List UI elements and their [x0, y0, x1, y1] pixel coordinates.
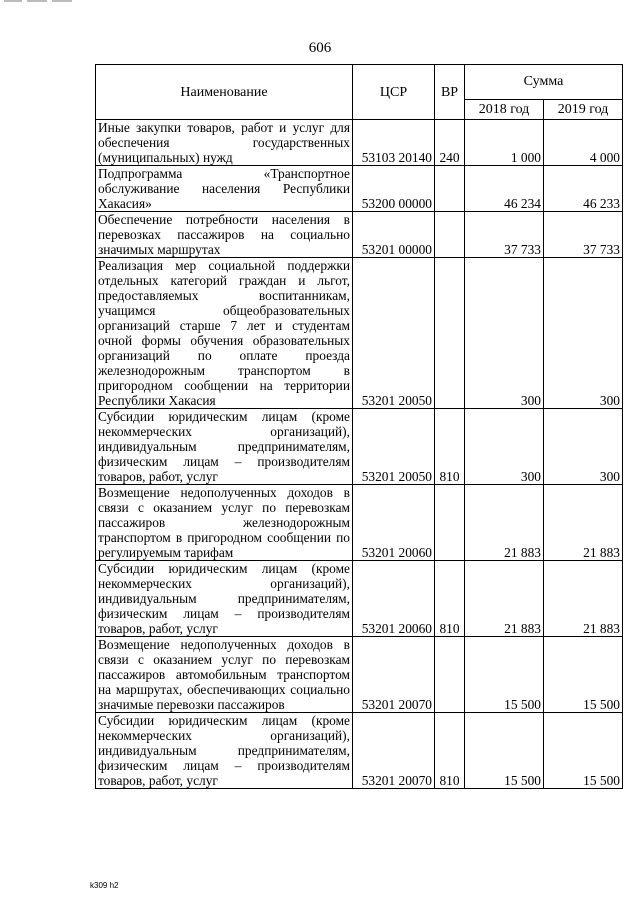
table-row — [96, 485, 623, 561]
row-csr: 53201 20060 — [353, 561, 435, 637]
page-number: 606 — [308, 40, 332, 56]
row-sum-2019: 300 — [544, 409, 623, 485]
table-row — [96, 409, 623, 485]
row-sum-2018: 46 234 — [465, 166, 544, 212]
row-sum-2018: 300 — [465, 258, 544, 409]
table-row — [96, 713, 623, 789]
row-vr — [435, 637, 465, 713]
row-vr — [435, 258, 465, 409]
row-vr: 810 — [435, 409, 465, 485]
row-csr: 53201 20070 — [353, 713, 435, 789]
row-sum-2019: 300 — [544, 258, 623, 409]
row-vr — [435, 212, 465, 258]
row-name: Субсидии юридическим лицам (кроме некоммерческих организаций), индивидуальным предпринимателям, физическим лицам – производителям товаров, работ, услуг — [96, 713, 353, 789]
row-vr — [435, 485, 465, 561]
row-sum-2019: 15 500 — [544, 637, 623, 713]
row-sum-2018: 1 000 — [465, 120, 544, 166]
table-header — [96, 65, 623, 120]
row-name: Подпрограмма «Транспортное обслуживание населения Республики Хакасия» — [96, 166, 353, 212]
row-sum-2018: 15 500 — [465, 637, 544, 713]
col-header-sum: Сумма — [465, 65, 623, 100]
col-header-csr: ЦСР — [353, 65, 435, 120]
row-name: Субсидии юридическим лицам (кроме некоммерческих организаций), индивидуальным предпринимателям, физическим лицам – производителям товаров, работ, услуг — [96, 561, 353, 637]
budget-table — [95, 64, 623, 789]
table-row — [96, 561, 623, 637]
row-sum-2018: 15 500 — [465, 713, 544, 789]
table-row — [96, 258, 623, 409]
row-vr: 240 — [435, 120, 465, 166]
row-sum-2018: 21 883 — [465, 485, 544, 561]
row-csr: 53200 00000 — [353, 166, 435, 212]
row-sum-2019: 15 500 — [544, 713, 623, 789]
table-row — [96, 120, 623, 166]
table-row — [96, 166, 623, 212]
row-name: Иные закупки товаров, работ и услуг для обеспечения государственных (муниципальных) нужд — [96, 120, 353, 166]
scan-edge-marks — [0, 0, 80, 4]
col-header-vr: ВР — [435, 65, 465, 120]
table-row — [96, 637, 623, 713]
table-body — [96, 120, 623, 789]
row-sum-2019: 4 000 — [544, 120, 623, 166]
row-name: Обеспечение потребности населения в перевозках пассажиров на социально значимых маршрутах — [96, 212, 353, 258]
row-csr: 53201 20050 — [353, 409, 435, 485]
row-vr: 810 — [435, 713, 465, 789]
row-csr: 53201 20070 — [353, 637, 435, 713]
col-header-name: Наименование — [96, 65, 353, 120]
row-vr: 810 — [435, 561, 465, 637]
row-sum-2019: 46 233 — [544, 166, 623, 212]
row-vr — [435, 166, 465, 212]
row-name: Реализация мер социальной поддержки отдельных категорий граждан и льгот, предоставляемых воспитанникам, учащимся общеобразовательных организаций старше 7 лет и студентам очной формы обучения образовательных организаций по оплате проезда железнодорожным транспортом в пригородном сообщении на территории Республики Хакасия — [96, 258, 353, 409]
row-name: Возмещение недополученных доходов в связи с оказанием услуг по перевозкам пассажиров автомобильным транспортом на маршрутах, обеспечивающих социально значимые перевозки пассажиров — [96, 637, 353, 713]
col-header-2019: 2019 год — [544, 99, 623, 119]
row-sum-2018: 300 — [465, 409, 544, 485]
row-sum-2018: 21 883 — [465, 561, 544, 637]
row-csr: 53201 00000 — [353, 212, 435, 258]
table-row — [96, 212, 623, 258]
row-name: Субсидии юридическим лицам (кроме некоммерческих организаций), индивидуальным предпринимателям, физическим лицам – производителям товаров, работ, услуг — [96, 409, 353, 485]
footer-code: k309 h2 — [90, 881, 119, 890]
row-csr: 53201 20050 — [353, 258, 435, 409]
row-sum-2019: 21 883 — [544, 485, 623, 561]
row-sum-2019: 37 733 — [544, 212, 623, 258]
row-csr: 53103 20140 — [353, 120, 435, 166]
row-name: Возмещение недополученных доходов в связи с оказанием услуг по перевозкам пассажиров железнодорожным транспортом в пригородном сообщении по регулируемым тарифам — [96, 485, 353, 561]
col-header-2018: 2018 год — [465, 99, 544, 119]
row-csr: 53201 20060 — [353, 485, 435, 561]
row-sum-2019: 21 883 — [544, 561, 623, 637]
row-sum-2018: 37 733 — [465, 212, 544, 258]
